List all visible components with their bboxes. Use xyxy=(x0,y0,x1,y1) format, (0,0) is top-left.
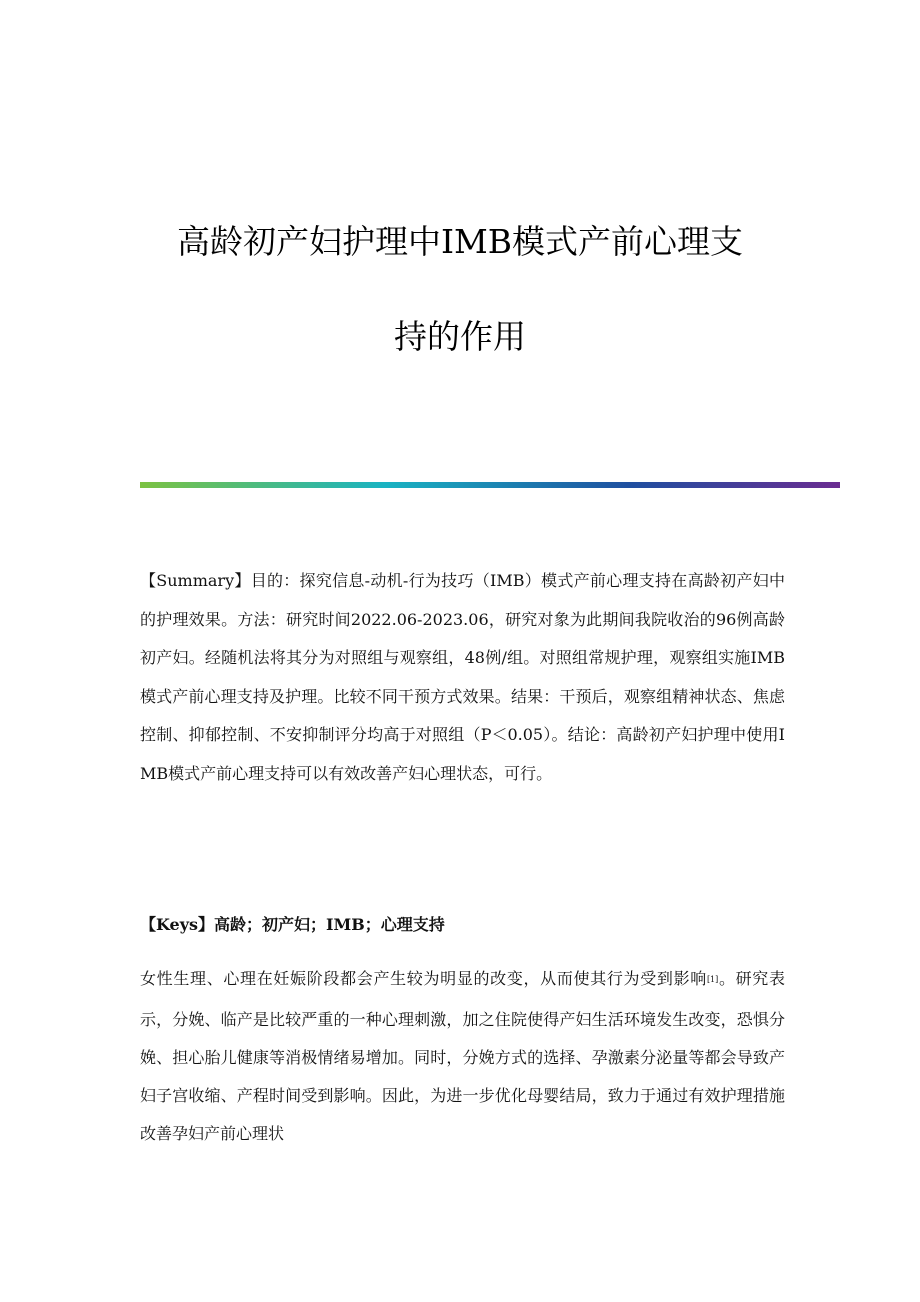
intro-paragraph xyxy=(140,960,785,1153)
paper-title-line-1: 高龄初产妇护理中IMB模式产前心理支 xyxy=(176,222,744,261)
gradient-divider-bar xyxy=(140,482,840,488)
keywords-label: 【Keys】 xyxy=(140,915,215,934)
paper-title-line-2: 持的作用 xyxy=(394,317,526,356)
abstract-label: 【Summary】 xyxy=(140,571,251,590)
citation-marker: [1] xyxy=(706,975,719,984)
intro-text-part-1: 女性生理、心理在妊娠阶段都会产生较为明显的改变，从而使其行为受到影响 xyxy=(140,969,707,988)
keywords-text: 高龄；初产妇；IMB；心理支持 xyxy=(214,915,445,934)
abstract-text: 目的：探究信息-动机-行为技巧（IMB）模式产前心理支持在高龄初产妇中的护理效果。方法：研究时间2022.06-2023.06，研究对象为此期间我院收治的96例高龄初产妇。经随机法将其分为对照组与观察组，48例/组。对照组常规护理，观察组实施IMB模式产前心理支持及护理。比较不同干预方式效果。结果：干预后，观察组精神状态、焦虑控制、抑郁控制、不安抑制评分均高于对照组（P＜0.05）。结论：高龄初产妇护理中使用IMB模式产前心理支持可以有效改善产妇心理状态，可行。 xyxy=(140,571,785,783)
intro-text-part-2: 。研究表示，分娩、临产是比较严重的一种心理刺激，加之住院使得产妇生活环境发生改变，恐惧分娩、担心胎儿健康等消极情绪易增加。同时，分娩方式的选择、孕激素分泌量等都会导致产妇子宫收缩、产程时间受到影响。因此，为进一步优化母婴结局，致力于通过有效护理措施改善孕妇产前心理状 xyxy=(140,969,785,1143)
gradient-divider xyxy=(140,482,840,488)
keywords-paragraph xyxy=(140,906,785,945)
abstract-paragraph xyxy=(140,562,785,793)
